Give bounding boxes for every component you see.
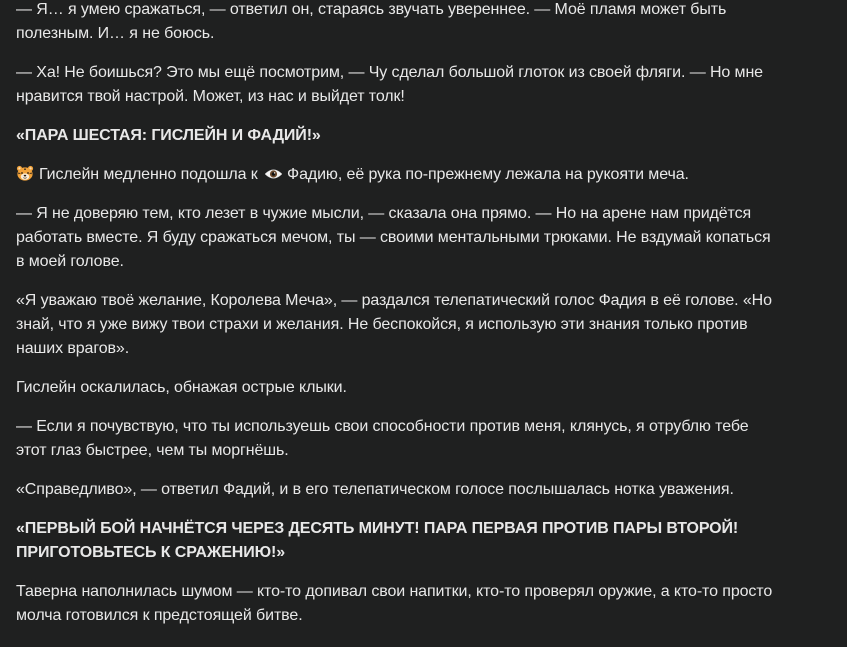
paragraph-9: «Справедливо», — ответил Фадий, и в его телепатическом голосе послышалась нотка уважения. <box>16 481 734 498</box>
paragraph-4 <box>16 163 776 187</box>
tiger-face-icon <box>16 165 34 181</box>
paragraph-7: Гислейн оскалилась, обнажая острые клыки. <box>16 379 347 396</box>
announcement-first-fight: «ПЕРВЫЙ БОЙ НАЧНЁТСЯ ЧЕРЕЗ ДЕСЯТЬ МИНУТ! ПАРА ПЕРВАЯ ПРОТИВ ПАРЫ ВТОРОЙ! ПРИГОТОВЬТЕСЬ К СРАЖЕНИЮ!» <box>16 520 739 561</box>
paragraph-8: — Если я почувствую, что ты используешь свои способности против меня, клянусь, я отрублю тебе этот глаз быстрее, чем ты моргнёшь. <box>16 418 749 459</box>
eye-icon <box>264 165 283 179</box>
paragraph-4-before: Гислейн медленно подошла к <box>39 166 262 183</box>
paragraph-4-after: Фадию, её рука по-прежнему лежала на рукояти меча. <box>287 166 689 183</box>
announcement-pair-six: «ПАРА ШЕСТАЯ: ГИСЛЕЙН И ФАДИЙ!» <box>16 127 321 144</box>
paragraph-11: Таверна наполнилась шумом — кто-то допивал свои напитки, кто-то проверял оружие, а кто-то просто молча готовился к предстоящей битве. <box>16 583 773 624</box>
paragraph-2: — Ха! Не боишься? Это мы ещё посмотрим, — Чу сделал большой глоток из своей фляги. — Но мне нравится твой настрой. Может, из нас и выйдет толк! <box>16 64 763 105</box>
story-text-column <box>16 0 776 643</box>
paragraph-1: — Я… я умею сражаться, — ответил он, стараясь звучать увереннее. — Моё пламя может быть полезным. И… я не боюсь. <box>16 1 727 42</box>
paragraph-5: — Я не доверяю тем, кто лезет в чужие мысли, — сказала она прямо. — Но на арене нам придётся работать вместе. Я буду сражаться мечом, ты — своими ментальными трюками. Не вздумай копаться в моей голове. <box>16 205 771 270</box>
paragraph-6: «Я уважаю твоё желание, Королева Меча», — раздался телепатический голос Фадия в её голове. «Но знай, что я уже вижу твои страхи и желания. Не беспокойся, я использую эти знания только против наших врагов». <box>16 292 772 357</box>
